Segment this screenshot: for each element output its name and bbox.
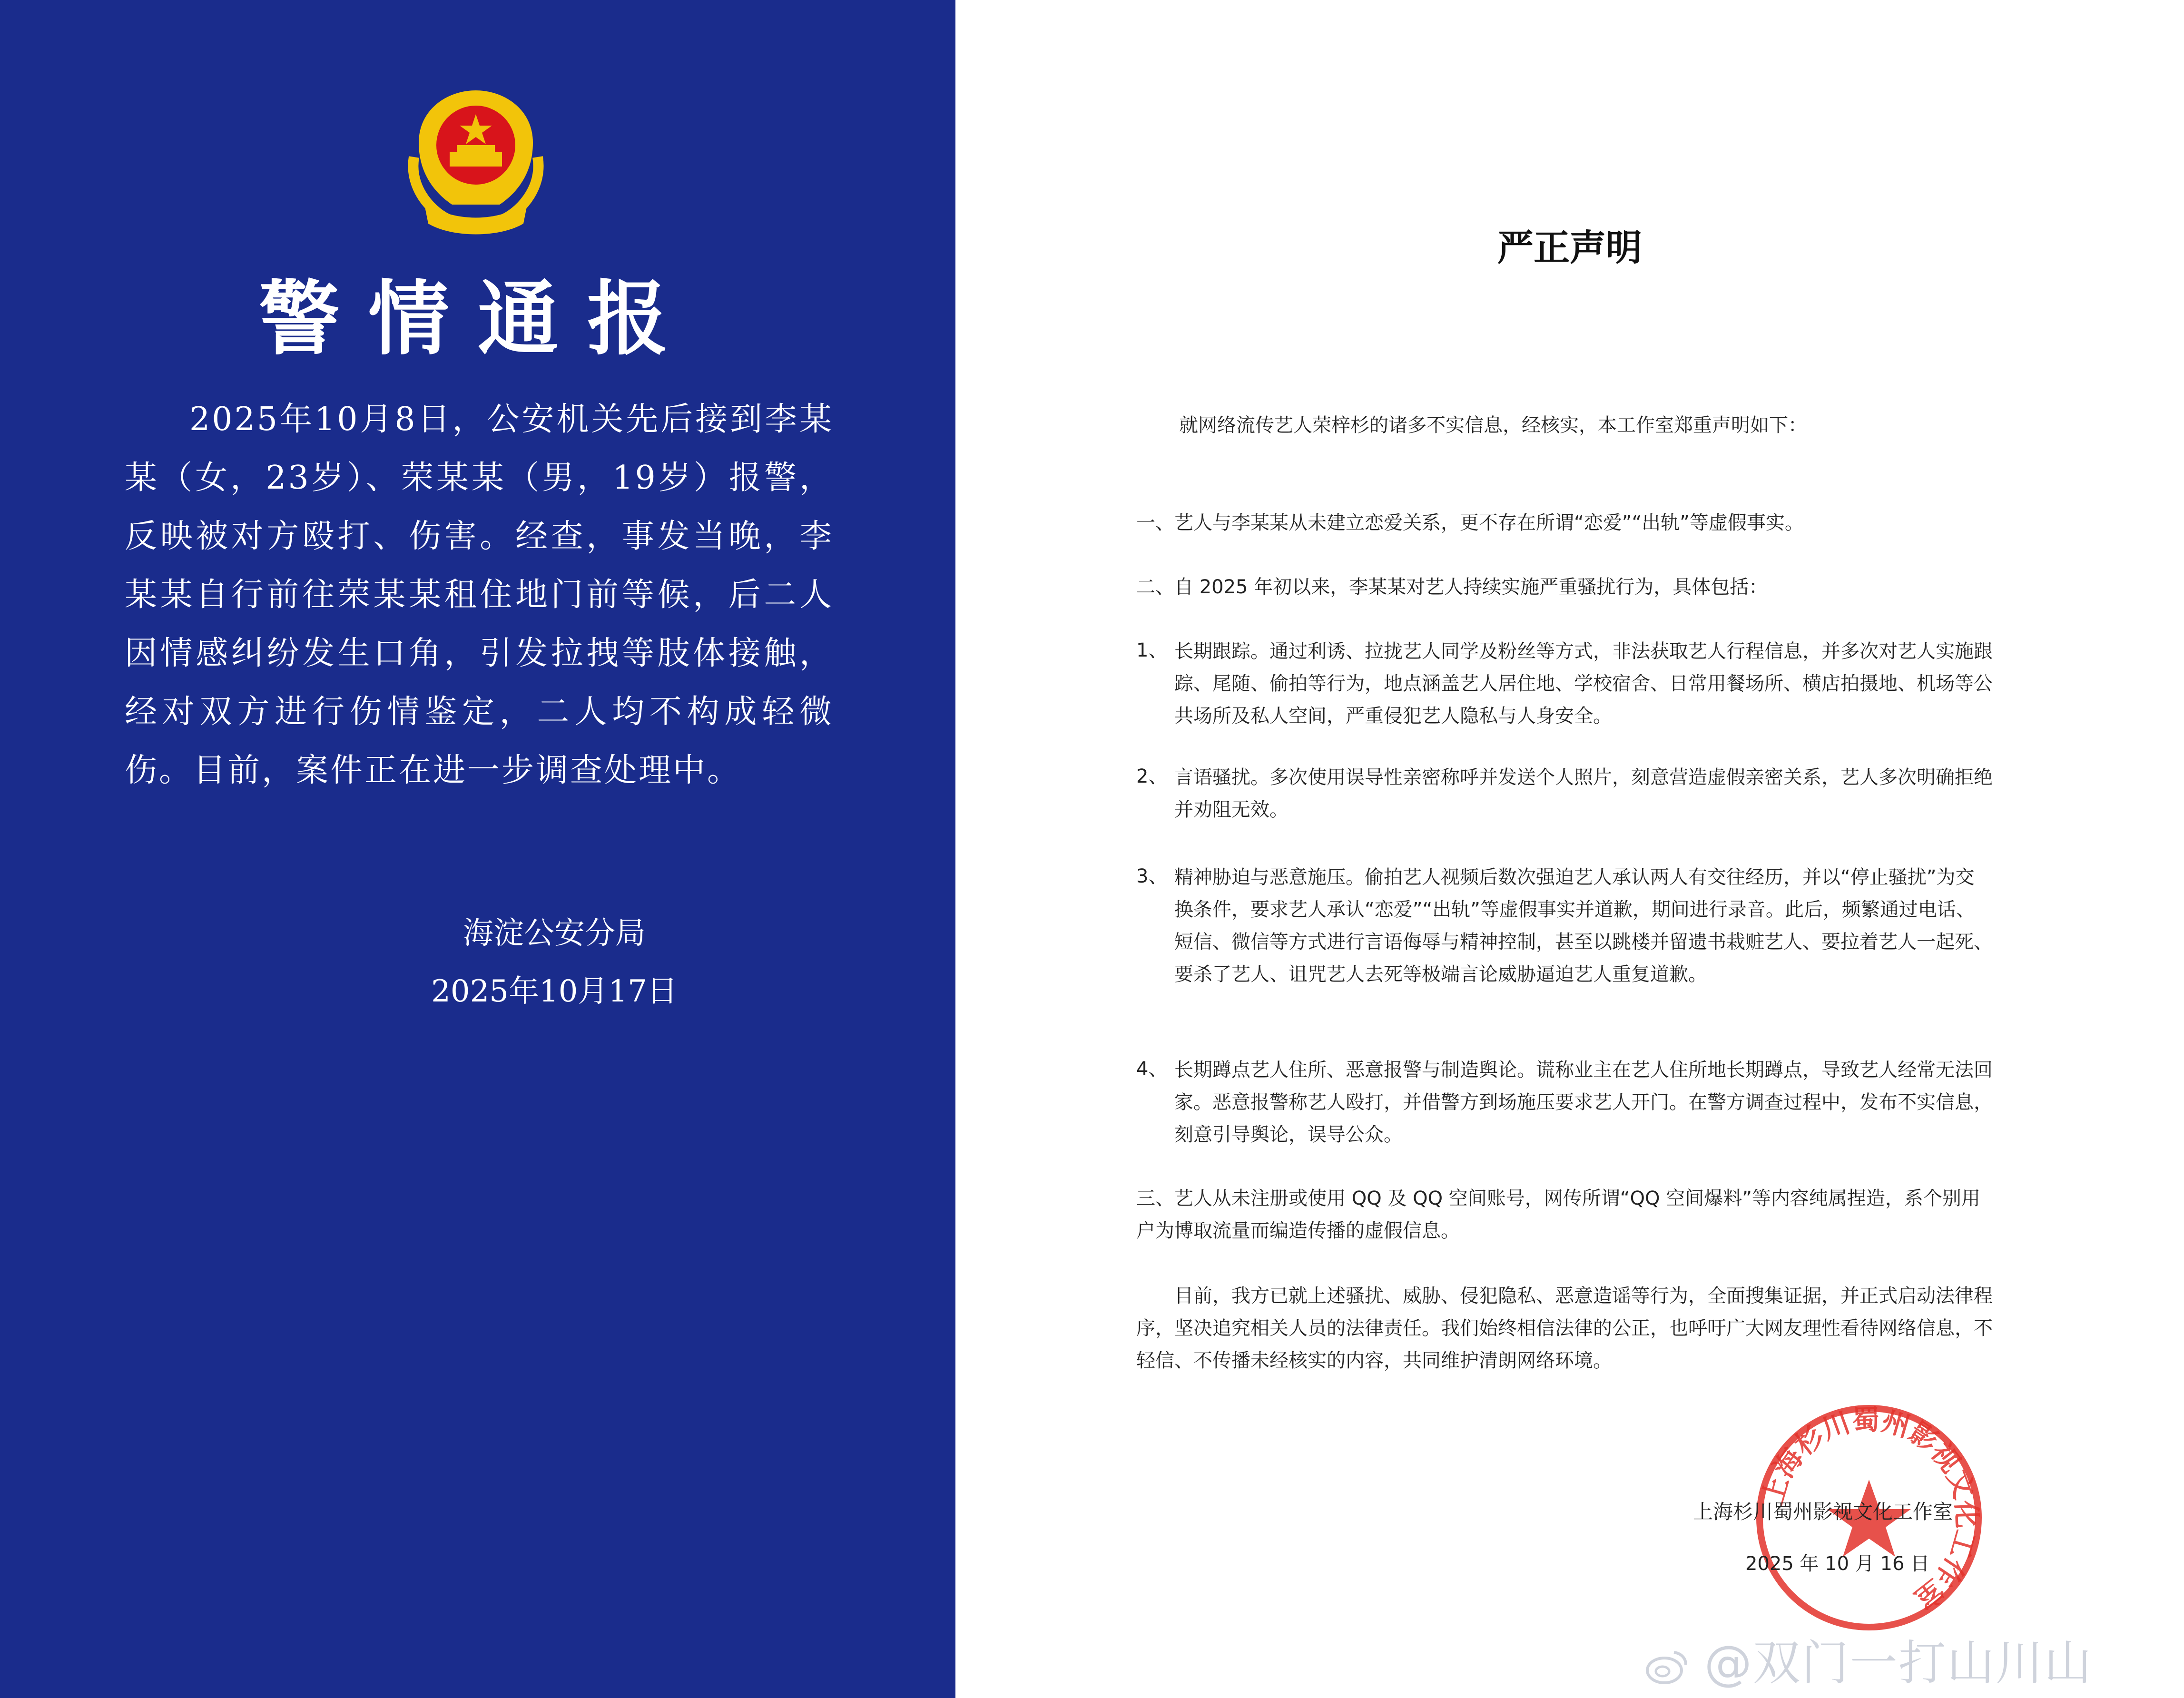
statement-intro: 就网络流传艺人荣梓杉的诸多不实信息，经核实，本工作室郑重声明如下： [1179,414,1807,436]
statement-section-2: 二、自 2025 年初以来，李某某对艺人持续实施严重骚扰行为，具体包括： [1136,576,1768,598]
notice-date: 2025年10月17日 [431,974,678,1009]
statement-panel [955,0,2184,1698]
statement-closing: 目前，我方已就上述骚扰、威胁、侵犯隐私、恶意造谣等行为，全面搜集证据，并正式启动法律程序，坚决追究相关人员的法律责任。我们始终相信法律的公正，也呼吁广大网友理性看待网络信息，不轻信、不传播未经核实的内容，共同维护清朗网络环境。 [1136,1285,1993,1372]
police-emblem-icon [404,86,547,238]
statement-date: 2025 年 10 月 16 日 [1745,1553,1930,1575]
item-text: 长期蹲点艺人住所、恶意报警与制造舆论。谎称业主在艺人住所地长期蹲点，导致艺人经常无法回家。恶意报警称艺人殴打，并借警方到场施压要求艺人开门。在警方调查过程中，发布不实信息，刻意引导舆论，误导公众。 [1174,1059,1993,1146]
notice-title: 警情通报 [258,271,697,366]
weibo-icon [1645,1648,1688,1686]
item-number: 3、 [1136,865,1168,887]
item-text: 言语骚扰。多次使用误导性亲密称呼并发送个人照片，刻意营造虚假亲密关系，艺人多次明确拒绝并劝阻无效。 [1174,766,1993,821]
notice-body: 2025年10月8日，公安机关先后接到李某某（女，23岁）、荣某某（男，19岁）报警，反映被对方殴打、伤害。经查，事发当晚，李某某自行前往荣某某租住地门前等候，后二人因情感纠纷发生口角，引发拉拽等肢体接触，经对双方进行伤情鉴定，二人均不构成轻微伤。目前，案件正在进一步调查处理中。 [125,401,834,789]
item-number: 4、 [1136,1058,1168,1080]
svg-text:上海杉川蜀州影视文化工作室: 上海杉川蜀州影视文化工作室 [1756,1404,1983,1616]
notice-signature: 海淀公安分局 [463,916,646,951]
police-notice-panel [0,0,955,1698]
weibo-watermark [1645,1625,2183,1691]
item-number: 2、 [1136,766,1168,787]
watermark-text: @双门一打山川山 [1704,1635,2093,1691]
statement-section-1: 一、艺人与李某某从未建立恋爱关系，更不存在所谓“恋爱”“出轨”等虚假事实。 [1136,512,1804,534]
item-text: 长期跟踪。通过利诱、拉拢艺人同学及粉丝等方式，非法获取艺人行程信息，并多次对艺人实施跟踪、尾随、偷拍等行为，地点涵盖艺人居住地、学校宿舍、日常用餐场所、横店拍摄地、机场等公共场所及私人空间，严重侵犯艺人隐私与人身安全。 [1174,640,1993,727]
statement-signature: 上海杉川蜀州影视文化工作室 [1693,1500,1953,1523]
item-text: 精神胁迫与恶意施压。偷拍艺人视频后数次强迫艺人承认两人有交往经历，并以“停止骚扰”为交换条件，要求艺人承认“恋爱”“出轨”等虚假事实并道歉，期间进行录音。此后，频繁通过电话、短信、微信等方式进行言语侮辱与精神控制，甚至以跳楼并留遗书栽赃艺人、要拉着艺人一起死、要杀了艺人、诅咒艺人去死等极端言论威胁逼迫艺人重复道歉。 [1174,866,1993,985]
statement-section-3: 三、艺人从未注册或使用 QQ 及 QQ 空间账号，网传所谓“QQ 空间爆料”等内容纯属捏造，系个别用户为博取流量而编造传播的虚假信息。 [1136,1188,1980,1242]
statement-title: 严正声明 [1497,226,1642,269]
item-number: 1、 [1136,639,1168,661]
